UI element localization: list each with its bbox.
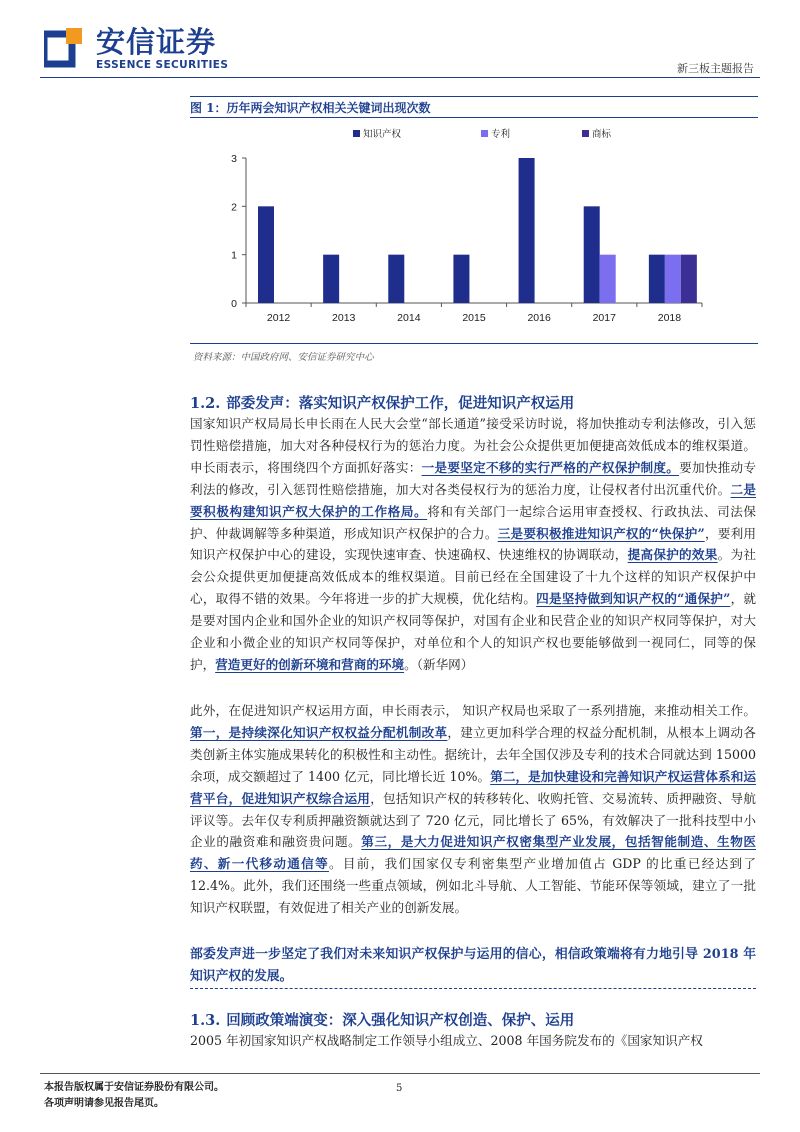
highlight-third-measure: 第三，是大力促进知识产权密集型产业发展，包括智能制造、生物医药、新一代移动通信等 [190, 834, 757, 872]
legend-label: 知识产权 [363, 129, 402, 140]
disclaimer-notice: 各项声明请参见报告尾页。 [44, 1098, 164, 1109]
bar-商标 [681, 255, 697, 303]
conclusion-divider [190, 988, 756, 989]
brand-name-cn: 安信证券 [96, 25, 217, 59]
copyright-notice: 本报告版权属于安信证券股份有限公司。 [44, 1082, 224, 1093]
figure-title: 图 1：历年两会知识产权相关关键词出现次数 [190, 101, 431, 115]
brand-name-en: ESSENCE SECURITIES [96, 59, 229, 71]
x-tick-label: 2017 [592, 312, 616, 324]
text-run: ，包括知识产权的转移转化、收购托管、交易流转、质押融资、导航评议等。去年仅专利质押融资额就达到了 720 亿元，同比增长了 65%，有效解决了一批科技型中小企业的融资难和融资贵问题。 [190, 790, 757, 850]
bar-知识产权 [584, 206, 600, 303]
highlight-fast-protection: 三是要积极推进知识产权的“快保护” [497, 525, 705, 541]
legend-swatch-商标 [582, 130, 589, 137]
x-tick-label: 2013 [332, 312, 356, 324]
x-tick-label: 2016 [527, 312, 551, 324]
x-tick-label: 2014 [397, 312, 421, 324]
y-tick-label: 3 [231, 153, 237, 165]
paragraph-policy-history: 2005 年初国家知识产权战略制定工作领导小组成立、2008 年国务院发布的《国家知识产权 [190, 1033, 703, 1048]
keyword-count-bar-chart [190, 122, 758, 340]
text-run: 要加快推动专利法的修改，引入惩罚性赔偿措施，加大对各类侵权行为的惩治力度，让侵权者付出沉重代价。 [190, 459, 757, 497]
footer-divider [40, 1073, 760, 1074]
highlight-business-environment: 营造更好的创新环境和营商的环境 [215, 656, 405, 672]
footer-notes [44, 1080, 224, 1112]
figure-source: 资料来源：中国政府网、安信证券研究中心 [193, 352, 374, 363]
bar-专利 [665, 255, 681, 303]
highlight-second-measure: 第二，是加快建设和完善知识产权运营体系和运营平台，促进知识产权综合运用 [190, 768, 756, 806]
bar-知识产权 [649, 255, 665, 303]
section-heading: 回顾政策端演变：深入强化知识产权创造、保护、运用 [226, 1012, 575, 1029]
figure-top-rule [190, 96, 758, 97]
highlight-protection-effect: 提高保护的效果 [627, 547, 718, 563]
section-title-1-3 [190, 1009, 574, 1030]
y-tick-label: 2 [231, 201, 237, 214]
text-run: 。目前，我们国家仅专利密集型产业增加值占 GDP 的比重已经达到了 12.4%。此外，我们还围绕一些重点领域，例如北斗导航、人工智能、节能环保等领域，建立了一批知识产权联盟，有效促进了相关产业的创新发展。 [190, 856, 757, 916]
x-tick-label: 2015 [462, 312, 486, 324]
highlight-strict-protection: 一是要坚定不移的实行严格的产权保护制度。 [421, 459, 680, 475]
text-run: 国家知识产权局局长申长雨在人民大会堂“部长通道”接受采访时说，将加快推动专利法修改，引入惩罚性赔偿措施，加大对各种侵权行为的惩治力度。为社会公众提供更加便捷高效低成本的维权渠道。申长雨表示，将围绕四个方面抓好落实： [190, 416, 756, 475]
bar-专利 [600, 255, 616, 303]
paragraph-ip-utilization [190, 700, 756, 919]
legend-label: 专利 [491, 129, 511, 140]
highlight-equal-protection: 四是坚持做到知识产权的“通保护” [536, 591, 731, 607]
text-run: ，就是要对国内企业和国外企业的知识产权同等保护，对国有企业和民营企业的知识产权同等保护，对大企业和小微企业的知识产权同等保护，对单位和个人的知识产权也要能够做到一视同仁，同等的保护， [190, 591, 756, 672]
text-run: 。（新华网） [404, 656, 474, 672]
text-run: 此外，在促进知识产权运用方面，申长雨表示， 知识产权局也采取了一系列措施，来推动相关工作。 [190, 703, 756, 718]
paragraph-ministry-statement [190, 413, 756, 676]
page-header [0, 0, 800, 80]
text-run: 将和有关部门一起综合运用审查授权、行政执法、司法保护、仲裁调解等多种渠道，形成知识产权保护的合力。 [190, 503, 757, 541]
section-number: 1.3. [190, 1012, 221, 1029]
text-run: ，建立更加科学合理的权益分配机制，从根本上调动各类创新主体实施成果转化的积极性和主动性。据统计，去年全国仅涉及专利的技术合同就达到 15000 余项，成交额超过了 1400 亿元，同比增长近 10%。 [190, 724, 757, 784]
bar-知识产权 [258, 206, 274, 303]
x-tick-label: 2018 [657, 312, 682, 324]
highlight-first-measure: 第一，是持续深化知识产权权益分配机制改革 [190, 724, 448, 740]
bar-知识产权 [323, 255, 339, 303]
highlight-big-protection: 二是要积极构建知识产权大保护的工作格局。 [190, 481, 757, 519]
text-run: 。为社会公众提供更加便捷高效低成本的维权渠道。目前已经在全国建设了十九个这样的知识产权保护中心，取得不错的效果。今年将进一步的扩大规模，优化结构。 [190, 547, 757, 607]
text-run: ，要利用知识产权保护中心的建设，实现快速审查、快速确权、快速维权的协调联动， [190, 525, 756, 563]
figure-bottom-rule [190, 343, 758, 344]
bar-知识产权 [519, 158, 535, 303]
section-heading: 部委发声：落实知识产权保护工作，促进知识产权运用 [226, 395, 575, 412]
section-title-1-2 [190, 392, 574, 413]
legend-label: 商标 [592, 129, 612, 140]
page-number: 5 [396, 1083, 403, 1094]
report-type-label: 新三板主题报告 [677, 62, 754, 75]
header-divider [40, 77, 760, 78]
section-number: 1.2. [190, 395, 221, 412]
section-conclusion: 部委发声进一步坚定了我们对未来知识产权保护与运用的信心，相信政策端将有力地引导 2018 年知识产权的发展。 [190, 947, 756, 984]
essence-logo-icon [44, 28, 84, 68]
x-tick-label: 2012 [266, 312, 291, 324]
bar-知识产权 [453, 255, 469, 303]
legend-swatch-专利 [481, 130, 488, 137]
y-tick-label: 1 [231, 249, 237, 262]
y-tick-label: 0 [231, 298, 237, 310]
figure-title-rule [190, 117, 758, 118]
bar-知识产权 [388, 255, 404, 303]
legend-swatch-知识产权 [353, 130, 360, 137]
